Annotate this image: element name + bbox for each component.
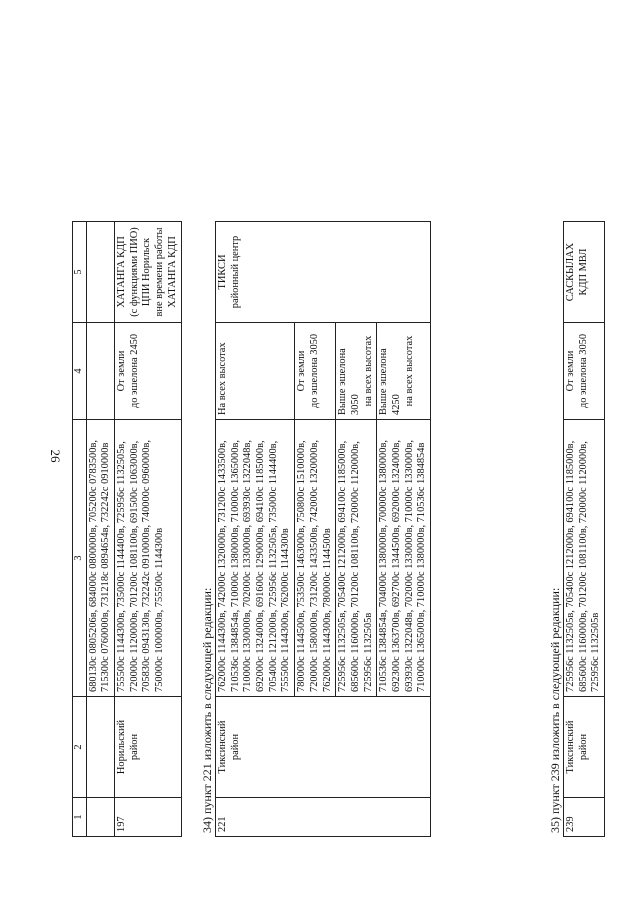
coordinates-cell: 780000с 1144500в, 753500с 1463000в, 750800с 1510000в, 720000с 1580000в, 731200с 1433500в, 742000с 1320000в, 762000с 1144300в, 780000с 1144500в [295, 420, 336, 697]
airspace-table-239 [563, 221, 605, 837]
height-cell: От земли до эшелона 3050 [564, 323, 605, 420]
height-cell: Выше эшелона 4250 на всех высотах [377, 323, 431, 420]
col-header-5: 5 [73, 222, 87, 323]
height-cell: Выше эшелона 3050 на всех высотах [336, 323, 377, 420]
airspace-table-top [72, 221, 182, 837]
section-34-caption: 34) пункт 221 изложить в следующей редакции: [200, 587, 214, 833]
coordinates-cell: 680130с 0805206в, 684000с 0800000в, 705200с 0783500в, 715300с 0760000в, 731218с 0894654в, 732242с 0910000в [86, 420, 114, 697]
row-number: 239 [564, 798, 605, 837]
table-row [86, 222, 114, 837]
coordinates-cell: 725956с 1132505в, 705400с 1212000в, 694100с 1185000в, 685600с 1160000в, 701200с 1081100в, 720000с 1120000в, 725956с 1132505в [336, 420, 377, 697]
col-header-1: 1 [73, 798, 87, 837]
coordinates-cell: 725956с 1132505в, 705400с 1212000в, 694100с 1185000в, 685600с 1160000в, 701200с 1081100в, 720000с 1120000в, 725956с 1132505в [564, 420, 605, 697]
atc-unit-cell: ХАТАНГА КДП (с функциями ПИО) ЦПИ Норильск вне времени работы ХАТАНГА КДП [115, 222, 181, 323]
height-cell: На всех высотах [216, 323, 295, 420]
table-row-239 [564, 222, 605, 837]
row-number: 221 [216, 798, 431, 837]
coordinates-cell: 710536с 1384854в, 704000с 1380000в, 700000с 1380000в, 692300с 1363700в, 692700с 1344500в, 692000с 1324000в, 693930с 1322048в, 702000с 1330000в, 710000с 1330000в, 710000с 1365000в, 710000с 1380000в, 710536с 1384854в [377, 420, 431, 697]
col-header-4: 4 [73, 323, 87, 420]
height-cell: От земли до эшелона 2450 [115, 323, 181, 420]
height-cell: От земли до эшелона 3050 [295, 323, 336, 420]
atc-unit-cell: САСКЫЛАХ КДП МВЛ [564, 222, 605, 323]
table-row-221 [216, 222, 295, 837]
coordinates-cell: 755500с 1144300в, 735000с 1144400в, 725956с 1132505в, 720000с 1120000в, 701200с 1081100в, 691500с 1063000в, 705830с 0943130в, 732242с 0910000в, 740000с 0960000в, 750000с 1000000в, 755500с 1144300в [115, 420, 181, 697]
col-header-3: 3 [73, 420, 87, 697]
district-cell: Тиксинский район [564, 697, 605, 798]
airspace-table-221 [215, 221, 431, 837]
coordinates-cell: 762000с 1144300в, 742000с 1320000в, 731200с 1433500в, 710536с 1384854в, 710000с 1380000в, 710000с 1365000в, 710000с 1330000в, 702000с 1330000в, 693930с 1322048в, 692000с 1324000в, 691600с 1290000в, 694100с 1185000в, 705400с 1212000в, 725956с 1132505в, 735000с 1144400в, 755500с 1144300в, 762000с 1144300в [216, 420, 295, 697]
district-cell: Тиксинский район [216, 697, 431, 798]
row-number: 197 [115, 798, 181, 837]
column-header-row [73, 222, 87, 837]
district-cell: Норильский район [115, 697, 181, 798]
col-header-2: 2 [73, 697, 87, 798]
table-row-197 [115, 222, 181, 837]
page-number: 26 [48, 449, 63, 463]
section-35-caption: 35) пункт 239 изложить в следующей редакции: [548, 587, 562, 833]
atc-unit-cell: ТИКСИ районный центр [216, 222, 431, 323]
